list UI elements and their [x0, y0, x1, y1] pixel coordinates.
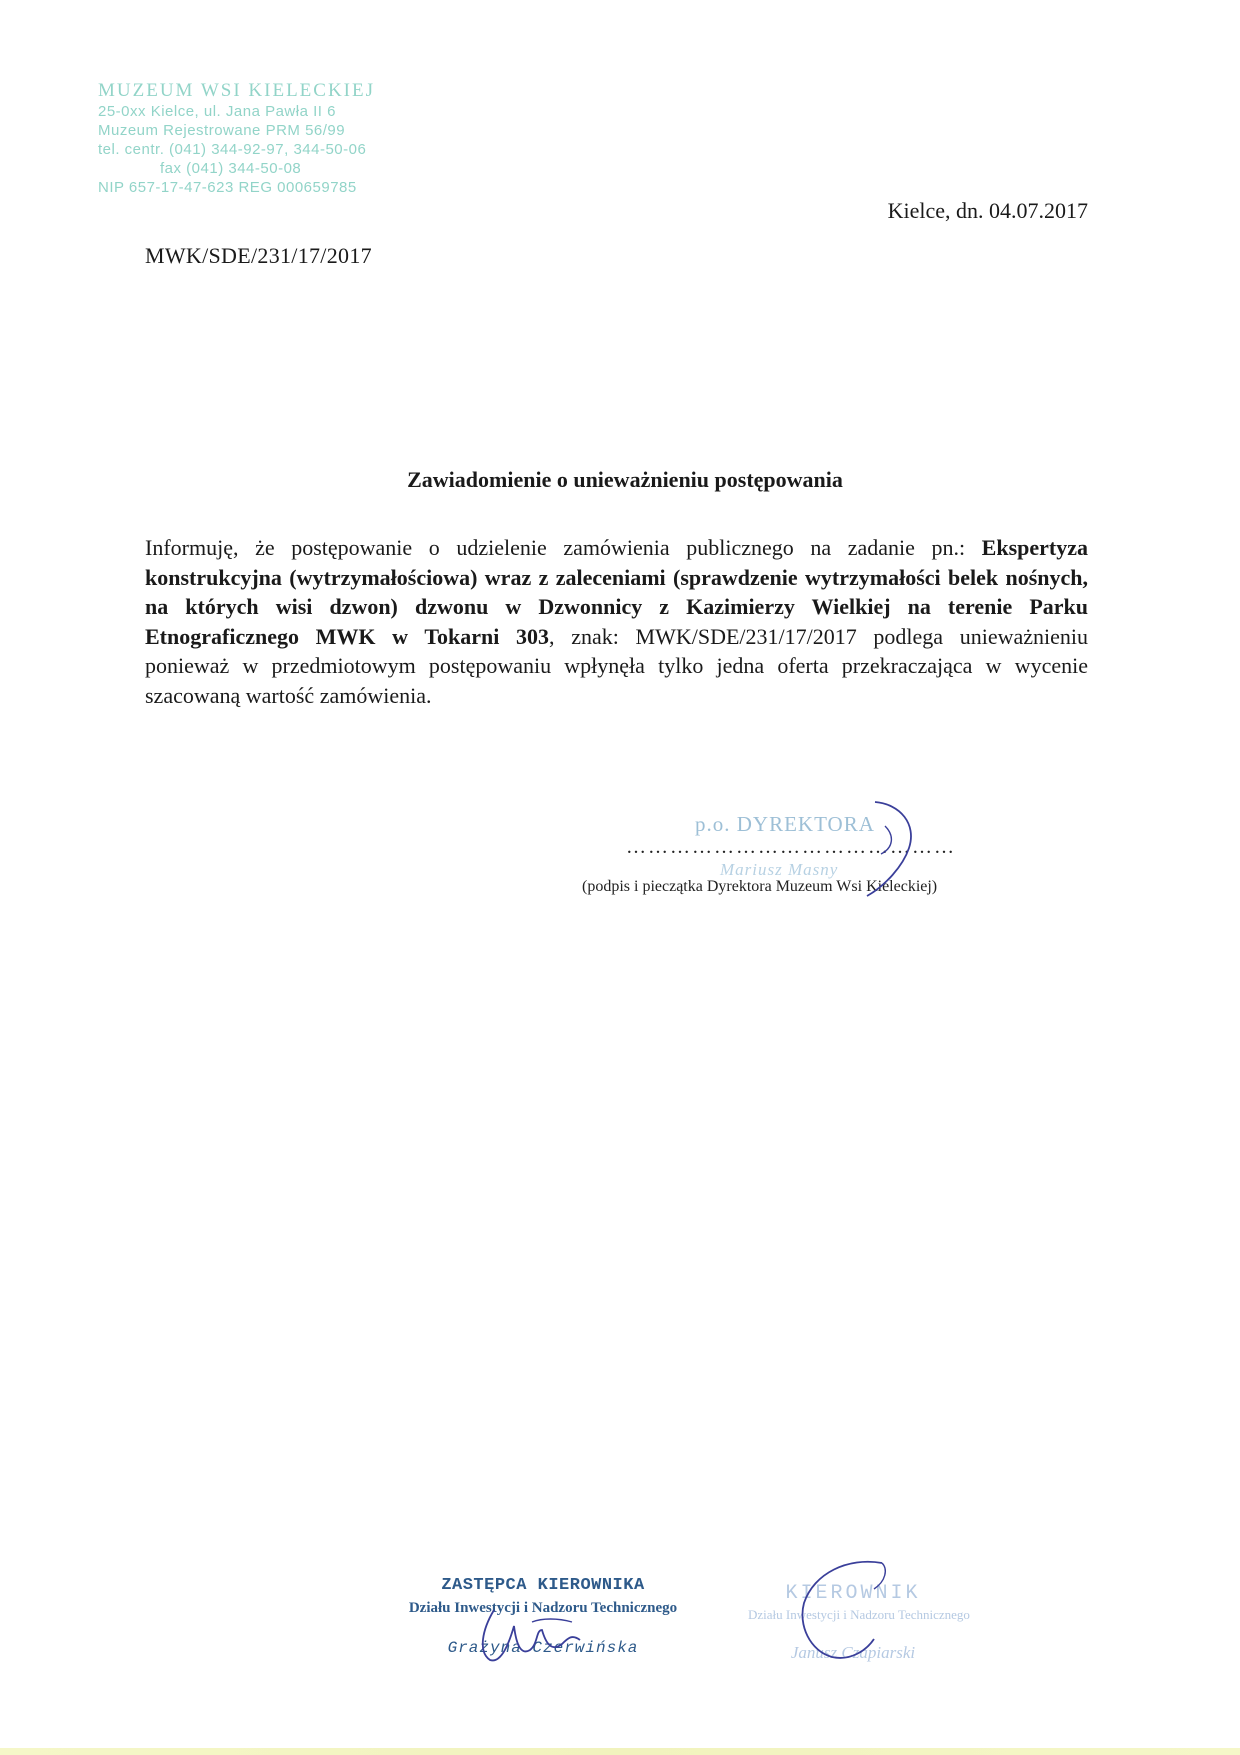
reference-number: MWK/SDE/231/17/2017	[145, 243, 372, 268]
letterhead-ids: NIP 657-17-47-623 REG 000659785	[98, 179, 357, 196]
date-line: Kielce, dn. 04.07.2017	[887, 198, 1088, 223]
body-conclusion: , znak: MWK/SDE/231/17/2017 podlega unieważnieniu ponieważ w przedmiotowym postępowaniu wpłynęła tylko jedna oferta przekraczająca w wycenie szacowaną wartość zamówienia.	[145, 623, 1089, 708]
manager-department: Działu Inwestycji i Nadzoru Technicznego	[748, 1607, 970, 1622]
manager-name: Janusz Czapiarski	[790, 1643, 916, 1662]
director-name-stamp: Mariusz Masny	[720, 860, 839, 879]
signature-caption: (podpis i pieczątka Dyrektora Muzeum Wsi Kieleckiej)	[582, 878, 938, 895]
letterhead-registry: Muzeum Rejestrowane PRM 56/99	[98, 122, 346, 139]
director-stamp: p.o. DYREKTORA	[695, 812, 875, 836]
body-subject: Ekspertyza konstrukcyjna (wytrzymałościowa) wraz z zaleceniami (sprawdzenie wytrzymałości belek nośnych, na których wisi dzwon) dzwonu w Dzwonnicy z Kazimierzy Wielkiej na terenie Parku Etnograficznego MWK w Tokarni 303	[145, 535, 1088, 649]
deputy-name: Grażyna Czerwińska	[447, 1639, 639, 1657]
manager-role: KIEROWNIK	[785, 1582, 921, 1605]
letterhead-phone: tel. centr. (041) 344-92-97, 344-50-06	[98, 141, 367, 158]
letterhead-address: 25-0xx Kielce, ul. Jana Pawła II 6	[98, 103, 336, 120]
letterhead-name: MUZEUM WSI KIELECKIEJ	[98, 80, 376, 101]
deputy-role: ZASTĘPCA KIEROWNIKA	[441, 1576, 645, 1595]
director-signature-scribble	[845, 796, 935, 906]
scan-edge	[0, 1748, 1240, 1755]
document-title: Zawiadomienie o unieważnieniu postępowania	[407, 467, 843, 492]
deputy-signature-scribble	[472, 1600, 592, 1670]
letterhead-stamp	[98, 80, 428, 197]
deputy-department: Działu Inwestycji i Nadzoru Technicznego	[408, 1600, 678, 1616]
signature-dotted-line: ………………………………………	[626, 836, 956, 858]
body-intro: Informuję, że postępowanie o udzielenie zamówienia publicznego na zadanie pn.:	[145, 535, 982, 560]
director-signature-block	[560, 808, 1040, 928]
letterhead-fax: fax (041) 344-50-08	[160, 160, 302, 177]
body-paragraph	[145, 533, 1088, 710]
manager-signature-scribble	[770, 1555, 910, 1665]
